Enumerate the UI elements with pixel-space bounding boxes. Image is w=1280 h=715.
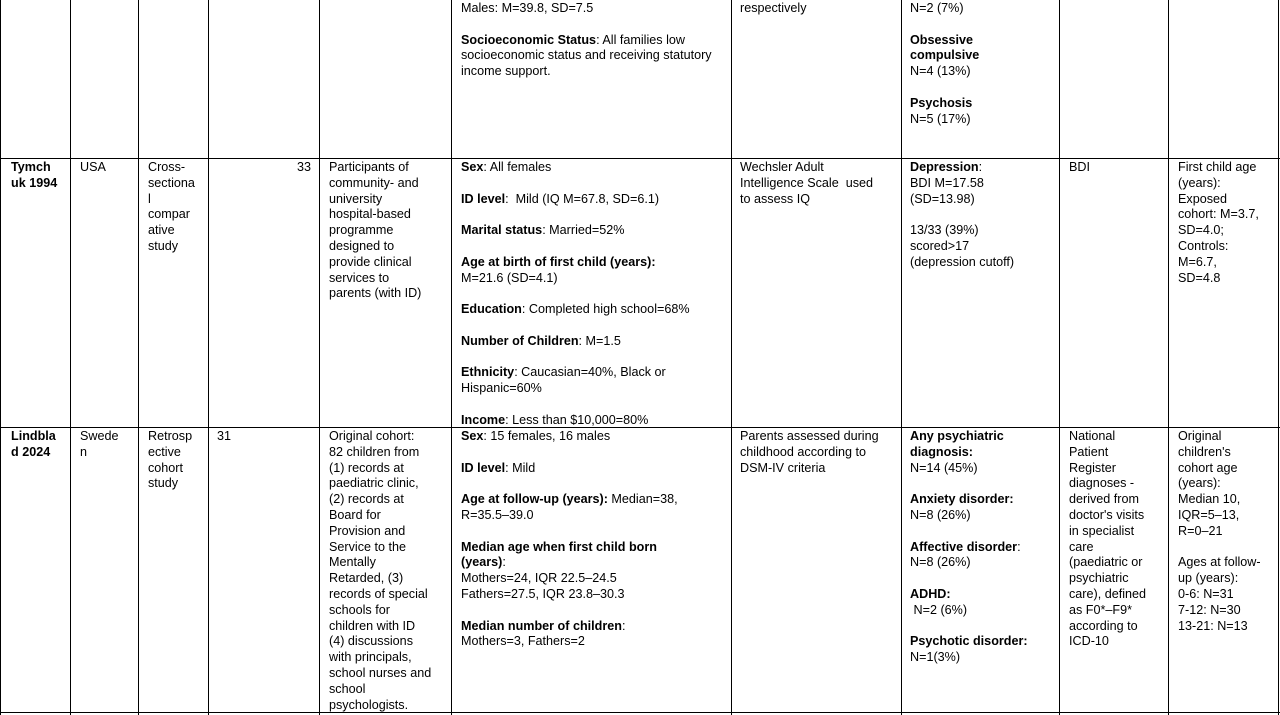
sample-line: Service to the	[329, 539, 407, 554]
design-line: Cross-	[148, 160, 186, 174]
assessment-line: Parents assessed during	[740, 429, 879, 443]
followup-age-line: 7-12: N=30	[1178, 602, 1241, 617]
child-age-line: cohort age	[1178, 460, 1238, 475]
sample-line: school	[329, 681, 366, 696]
sex-label: Sex	[461, 160, 484, 174]
child-age-line: Original	[1178, 429, 1222, 443]
row0-assessment-cell	[740, 1, 898, 17]
measure-line: care), defined	[1069, 586, 1147, 601]
education-text: : Completed high school=68%	[521, 302, 690, 317]
row2-measure-cell	[1069, 429, 1166, 650]
sample-line: provide clinical	[329, 254, 412, 269]
ethnicity-text: : Caucasian=40%, Black or	[514, 365, 666, 380]
row1-outcome-cell	[910, 160, 1055, 271]
assessment-line: Intelligence Scale used	[740, 175, 874, 190]
child-age-line: R=0–21	[1178, 523, 1223, 538]
psychosis-label: Psychosis	[910, 95, 973, 110]
id-level-label: ID level	[461, 460, 506, 475]
median-age-colon: :	[502, 555, 506, 570]
outcome-line: 13/33 (39%)	[910, 223, 979, 238]
measure-line: Patient	[1069, 444, 1109, 459]
study-name-line: Tymch	[11, 160, 51, 174]
sample-line: hospital-based	[329, 207, 411, 222]
id-level-label: ID level	[461, 191, 506, 206]
sample-line: children with ID	[329, 618, 416, 633]
sample-line: designed to	[329, 238, 395, 253]
child-age-line: (years):	[1178, 175, 1221, 190]
row2-study-cell	[11, 429, 69, 461]
assessment-line: to assess IQ	[740, 191, 810, 206]
sample-line: with principals,	[329, 650, 412, 665]
row2-country-cell	[80, 429, 136, 461]
child-age-line: children's	[1178, 444, 1231, 459]
sex-text: : All females	[483, 160, 552, 174]
affective-label: Affective disorder	[910, 539, 1018, 554]
row2-characteristics-cell	[461, 429, 729, 650]
sample-line: Board for	[329, 507, 381, 522]
measure-line: in specialist	[1069, 523, 1135, 538]
study-name-line: Lindbla	[11, 429, 56, 443]
anxiety-label: Anxiety disorder:	[910, 492, 1014, 507]
row1-assessment-cell	[740, 160, 898, 207]
row1-n-cell	[210, 160, 311, 176]
outcome-line: (SD=13.98)	[910, 191, 975, 206]
income-text: : Less than $10,000=80%	[505, 412, 649, 427]
row0-outcomes-cell	[910, 1, 1055, 127]
design-line: sectiona	[148, 175, 195, 190]
sample-line: Participants of	[329, 160, 409, 174]
row1-characteristics-cell	[461, 160, 729, 429]
any-diagnosis-label: Any psychiatric	[910, 429, 1004, 443]
sample-line: (1) records at	[329, 460, 404, 475]
sample-line: psychologists.	[329, 697, 409, 712]
measure-line: care	[1069, 539, 1094, 554]
followup-age-line: 0-6: N=31	[1178, 586, 1234, 601]
psychotic-count: N=1(3%)	[910, 650, 961, 665]
study-name-line: uk 1994	[11, 175, 58, 190]
column-divider	[1168, 0, 1169, 715]
median-age-label: Median age when first child born	[461, 539, 657, 554]
row2-n-cell	[217, 429, 315, 445]
measure-line: doctor's visits	[1069, 507, 1145, 522]
income-label: Income	[461, 412, 506, 427]
row2-child-age-cell	[1178, 429, 1277, 634]
sample-line: schools for	[329, 602, 390, 617]
row1-country-cell	[80, 160, 136, 176]
measure-line: diagnoses -	[1069, 476, 1135, 491]
any-diagnosis-count: N=14 (45%)	[910, 460, 978, 475]
row1-study-cell	[11, 160, 69, 192]
sample-line: services to	[329, 270, 390, 285]
assessment-line: Wechsler Adult	[740, 160, 824, 174]
socioeconomic-label: Socioeconomic Status	[461, 32, 597, 47]
id-level-text: : Mild	[505, 460, 536, 475]
obsessive-compulsive-count: N=4 (13%)	[910, 64, 971, 79]
sample-line: Mentally	[329, 555, 376, 570]
row2-outcome-cell	[910, 429, 1057, 666]
country-line: Swede	[80, 429, 119, 443]
sample-line: university	[329, 191, 383, 206]
psychotic-label: Psychotic disorder:	[910, 634, 1028, 649]
measure-line: as F0*–F9*	[1069, 602, 1132, 617]
country-text: USA	[80, 160, 106, 174]
sample-line: programme	[329, 223, 394, 238]
age-followup-text: Median=38,	[607, 492, 678, 507]
row1-design-cell	[148, 160, 206, 255]
marital-text: : Married=52%	[542, 223, 625, 238]
child-age-line: Median 10,	[1178, 492, 1241, 507]
design-line: compar	[148, 207, 190, 222]
column-divider	[1059, 0, 1060, 715]
child-age-line: SD=4.0;	[1178, 223, 1224, 238]
assessment-line: DSM-IV criteria	[740, 460, 826, 475]
table-border-right	[1278, 0, 1279, 715]
design-line: l	[148, 191, 151, 206]
design-line: cohort	[148, 460, 184, 475]
sample-line: parents (with ID)	[329, 286, 422, 301]
row2-design-cell	[148, 429, 206, 492]
sample-size: 31	[217, 429, 232, 443]
sample-line: (2) records at	[329, 492, 404, 507]
followup-age-line: up (years):	[1178, 571, 1239, 586]
child-age-line: M=6.7,	[1178, 254, 1217, 269]
column-divider	[70, 0, 71, 715]
median-age-mothers: Mothers=24, IQR 22.5–24.5	[461, 571, 617, 586]
sample-line: school nurses and	[329, 665, 432, 680]
design-line: ective	[148, 444, 181, 459]
marital-label: Marital status	[461, 223, 543, 238]
followup-age-line: 13-21: N=13	[1178, 618, 1248, 633]
design-line: study	[148, 476, 179, 491]
study-name-line: d 2024	[11, 444, 51, 459]
sample-line: records of special	[329, 586, 428, 601]
design-line: study	[148, 238, 179, 253]
anxiety-count: N=8 (26%)	[910, 507, 971, 522]
column-divider	[731, 0, 732, 715]
table-border-bottom	[0, 712, 1280, 713]
psychosis-count: N=5 (17%)	[910, 111, 971, 126]
measure-line: according to	[1069, 618, 1138, 633]
design-line: ative	[148, 223, 175, 238]
education-label: Education	[461, 302, 522, 317]
measure-line: National	[1069, 429, 1116, 443]
row0-participants-cell	[461, 1, 723, 80]
sample-line: Provision and	[329, 523, 406, 538]
males-age-text: Males: M=39.8, SD=7.5	[461, 1, 594, 15]
sample-line: (4) discussions	[329, 634, 413, 649]
country-line: n	[80, 444, 88, 459]
row1-child-age-cell	[1178, 160, 1277, 286]
sample-line: Original cohort:	[329, 429, 415, 443]
obsessive-compulsive-label: Obsessive compulsive	[910, 32, 980, 63]
row1-measure-cell	[1069, 160, 1166, 176]
row-divider	[0, 158, 1280, 159]
column-divider	[138, 0, 139, 715]
depression-label: Depression	[910, 160, 979, 174]
depression-colon: :	[978, 160, 983, 174]
sample-line: Retarded, (3)	[329, 571, 404, 586]
sample-line: paediatric clinic,	[329, 476, 419, 491]
age-birth-label: Age at birth of first child (years):	[461, 254, 656, 269]
sex-text: : 15 females, 16 males	[483, 429, 611, 443]
row1-sample-cell	[329, 160, 449, 302]
child-age-line: cohort: M=3.7,	[1178, 207, 1259, 222]
median-age-fathers: Fathers=27.5, IQR 23.8–30.3	[461, 586, 625, 601]
measure-line: psychiatric	[1069, 571, 1129, 586]
child-age-line: Controls:	[1178, 238, 1229, 253]
assessment-line: childhood according to	[740, 444, 867, 459]
row2-sample-cell	[329, 429, 449, 713]
median-children-colon: :	[621, 618, 626, 633]
measure-line: (paediatric or	[1069, 555, 1143, 570]
measure-line: ICD-10	[1069, 634, 1109, 649]
ethnicity-label: Ethnicity	[461, 365, 515, 380]
child-age-line: First child age	[1178, 160, 1257, 174]
children-text: : M=1.5	[578, 333, 621, 348]
sample-size: 33	[296, 160, 311, 174]
column-divider	[319, 0, 320, 715]
child-age-line: SD=4.8	[1178, 270, 1221, 285]
adhd-label: ADHD:	[910, 586, 951, 601]
age-followup-range: R=35.5–39.0	[461, 507, 534, 522]
sex-label: Sex	[461, 429, 484, 443]
any-diagnosis-label: diagnosis:	[910, 444, 973, 459]
adhd-count: N=2 (6%)	[910, 602, 968, 617]
outcome-line: (depression cutoff)	[910, 254, 1015, 269]
sample-line: community- and	[329, 175, 419, 190]
children-label: Number of Children	[461, 333, 579, 348]
design-line: Retrosp	[148, 429, 193, 443]
child-age-line: Exposed	[1178, 191, 1228, 206]
followup-age-line: Ages at follow-	[1178, 555, 1261, 570]
outcome-line: BDI M=17.58	[910, 175, 984, 190]
ethnicity-text: Hispanic=60%	[461, 381, 542, 396]
affective-colon: :	[1017, 539, 1021, 554]
row2-assessment-cell	[740, 429, 898, 476]
sample-line: 82 children from	[329, 444, 420, 459]
measure-line: Register	[1069, 460, 1116, 475]
median-children-label: Median number of children	[461, 618, 622, 633]
assessment-text: respectively	[740, 1, 807, 15]
age-followup-label: Age at follow-up (years):	[461, 492, 608, 507]
id-level-text: : Mild (IQ M=67.8, SD=6.1)	[505, 191, 660, 206]
outcome-count: N=2 (7%)	[910, 1, 964, 15]
measure-line: derived from	[1069, 492, 1139, 507]
median-age-label: (years)	[461, 555, 503, 570]
column-divider	[208, 0, 209, 715]
measure-text: BDI	[1069, 160, 1090, 174]
child-age-line: IQR=5–13,	[1178, 507, 1240, 522]
column-divider	[901, 0, 902, 715]
outcome-line: scored>17	[910, 238, 970, 253]
median-children-text: Mothers=3, Fathers=2	[461, 634, 585, 649]
child-age-line: (years):	[1178, 476, 1221, 491]
affective-count: N=8 (26%)	[910, 555, 971, 570]
age-birth-text: M=21.6 (SD=4.1)	[461, 270, 558, 285]
column-divider	[451, 0, 452, 715]
table-border-left	[0, 0, 1, 715]
socioeconomic-text: : All families low socioeconomic status and receiving statutory income support.	[461, 32, 712, 79]
